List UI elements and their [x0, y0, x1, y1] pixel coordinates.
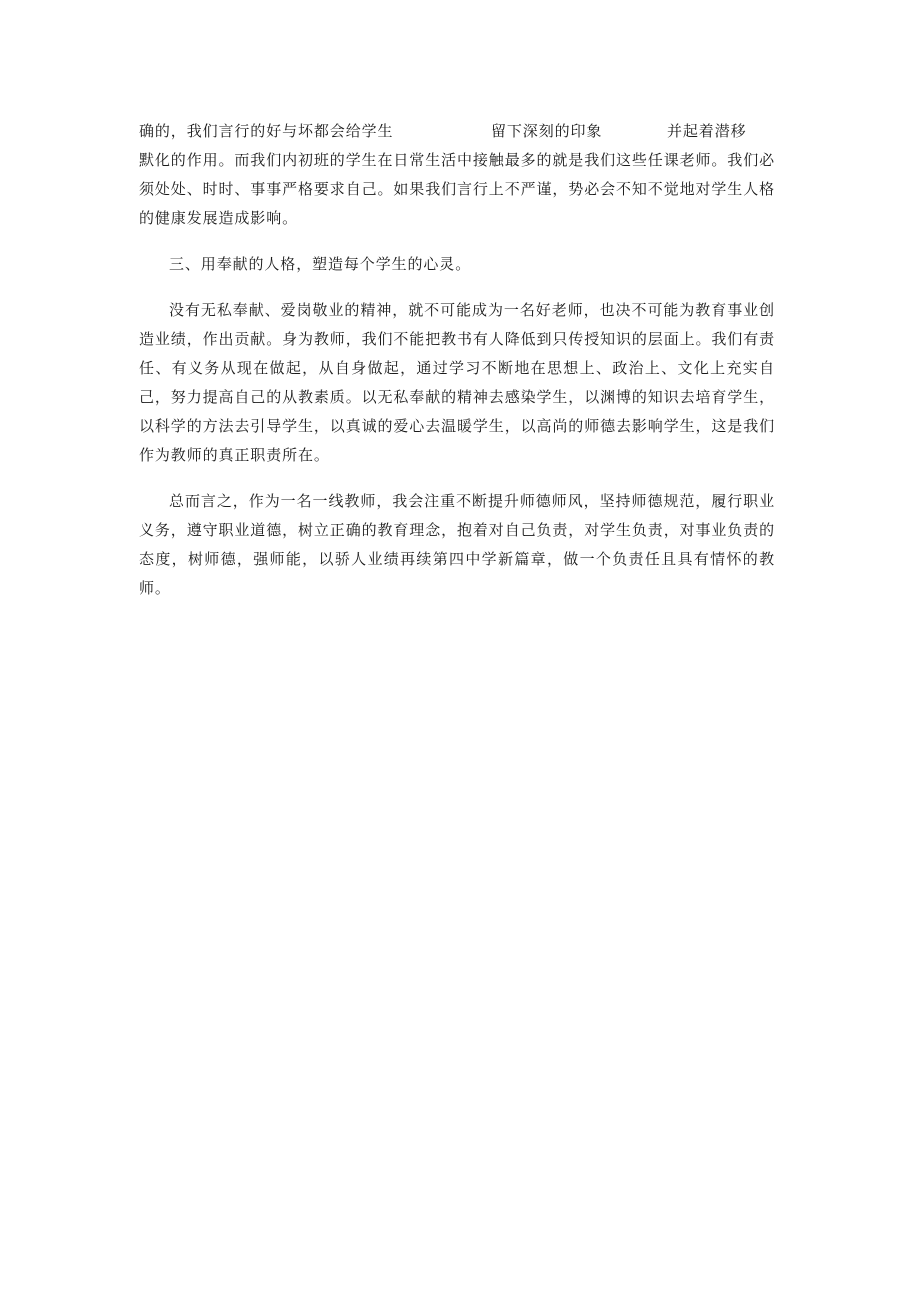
paragraph-1-first-line [139, 117, 775, 146]
document-body [139, 117, 775, 603]
paragraph-1-segment-2: 留下深刻的印象 [491, 122, 603, 140]
paragraph-3: 总而言之，作为一名一线教师，我会注重不断提升师德师风，坚持师德规范，履行职业义务，遵守职业道德，树立正确的教育理念，抱着对自己负责，对学生负责，对事业负责的态度，树师德，强师能，以骄人业绩再续第四中学新篇章，做一个负责任且具有情怀的教师。 [139, 492, 776, 597]
paragraph-1 [139, 117, 775, 233]
section-heading-3: 三、用奉献的人格，塑造每个学生的心灵。 [169, 255, 472, 273]
paragraph-1-segment-1: 确的，我们言行的好与坏都会给学生 [139, 122, 394, 140]
paragraph-1-continuation: 默化的作用。而我们内初班的学生在日常生活中接触最多的就是我们这些任课老师。我们必须处处、时时、事事严格要求自己。如果我们言行上不严谨，势必会不知不觉地对学生人格的健康发展造成影响。 [139, 151, 776, 227]
paragraph-1-segment-3: 并起着潜移 [667, 122, 747, 140]
paragraph-2: 没有无私奉献、爱岗敬业的精神，就不可能成为一名好老师，也决不可能为教育事业创造业绩，作出贡献。身为教师，我们不能把教书有人降低到只传授知识的层面上。我们有责任、有义务从现在做起，从自身做起，通过学习不断地在思想上、政治上、文化上充实自己，努力提高自己的从教素质。以无私奉献的精神去感染学生，以渊博的知识去培育学生，以科学的方法去引导学生，以真诚的爱心去温暖学生，以高尚的师德去影响学生，这是我们作为教师的真正职责所在。 [139, 301, 776, 464]
